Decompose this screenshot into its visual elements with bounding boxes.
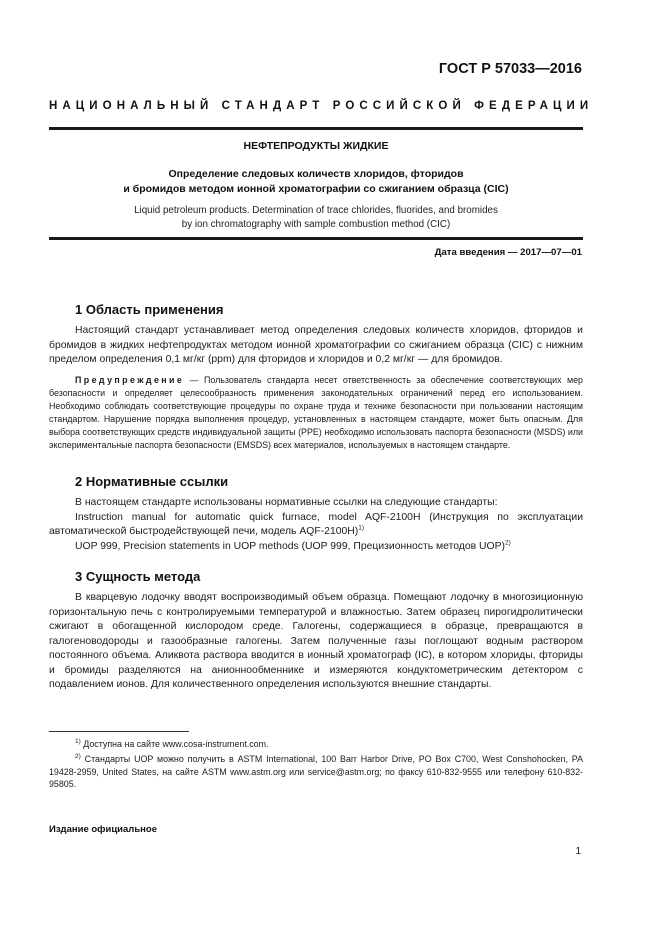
document-title: НЕФТЕПРОДУКТЫ ЖИДКИЕ — [243, 140, 389, 152]
subtitle-line-2: и бромидов методом ионной хроматографии со сжиганием образца (CIC) — [123, 183, 509, 195]
warning-paragraph — [49, 374, 583, 452]
reference-2-footnote-mark: 2) — [505, 539, 511, 547]
warning-lead: Предупреждение — [75, 375, 185, 385]
warning-text: — Пользователь стандарта несет ответственность за обеспечение соответствующих мер безопасности и определяет целесообразность применения законодательных ограничений перед его использованием. Необходимо соблюдать соответствующие процедуры по охране труда и технике безопасности при пользовании настоящим стандартом. Нарушение порядка выполнения процедур, установленных в настоящем стандарте, может быть опасным. Для выбора соответствующих средств индивидуальной защиты (PPE) необходимо использовать паспорта безопасности (MSDS) или экспериментальные паспорта безопасности (EMSDS) всех материалов, используемых в настоящем стандарте. — [49, 375, 583, 450]
footnote-1-mark: 1) — [75, 738, 81, 746]
english-title — [49, 204, 583, 232]
reference-2-text: UOP 999, Precision statements in UOP methods (UOP 999, Прецизионность методов UOP) — [75, 540, 506, 552]
section-3-heading: 3 Сущность метода — [75, 569, 201, 584]
national-standard-heading: НАЦИОНАЛЬНЫЙ СТАНДАРТ РОССИЙСКОЙ ФЕДЕРАЦИИ — [49, 100, 594, 112]
document-subtitle — [49, 167, 583, 197]
section-1-heading: 1 Область применения — [75, 302, 224, 317]
reference-1-text: Instruction manual for automatic quick furnace, model AQF-2100H (Инструкция по эксплуатации автоматической быстродействующей печи, модель AQF-2100H) — [49, 511, 583, 537]
footnote-1-text: Доступна на сайте www.cosa-instrument.com. — [80, 739, 269, 749]
footnote-1 — [49, 738, 583, 751]
section-2-intro: В настоящем стандарте использованы нормативные ссылки на следующие стандарты: — [75, 497, 498, 508]
english-title-line-2: by ion chromatography with sample combustion method (CIC) — [181, 219, 451, 230]
section-2-heading: 2 Нормативные ссылки — [75, 474, 229, 489]
section-2-body — [49, 496, 583, 554]
official-edition-label: Издание официальное — [49, 824, 157, 835]
top-divider — [49, 127, 583, 130]
reference-2 — [49, 540, 583, 555]
footnote-divider — [49, 731, 189, 732]
page-number: 1 — [575, 846, 581, 857]
introduction-date: Дата введения — 2017—07—01 — [434, 247, 582, 258]
footnote-2 — [49, 753, 583, 791]
reference-1 — [49, 511, 583, 540]
section-3-paragraph: В кварцевую лодочку вводят воспроизводимый объем образца. Помещают лодочку в многозиционную горизонтальную печь с контролируемыми температурой и влажностью. Затем образец пирогидролитически сжигают в обогащенной кислородом среде. Галогены, содержащиеся в образце, превращаются в галогеноводороды и газообразные галогены. Затем полученные газы поглощают водным раствором постоянного объема. Аликвота раствора вводится в ионный хроматограф (IC), в котором хлориды, фториды и бромиды разделяются на анионнообменнике и измеряются кондуктометрическим детектором с подавлением ионов. Для количественного определения используются внешние стандарты. — [49, 592, 583, 690]
footnote-2-mark: 2) — [75, 753, 81, 761]
standard-number: ГОСТ Р 57033—2016 — [438, 61, 582, 77]
section-1-paragraph: Настоящий стандарт устанавливает метод определения следовых количеств хлоридов, фторидов и бромидов в жидких нефтепродуктах методом ионной хроматографии со сжиганием образца (CIC) с нижним пределом определения 0,1 мг/кг (ppm) для фторидов и хлоридов и 0,2 мг/кг — для бромидов. — [49, 325, 583, 365]
title-divider — [49, 237, 583, 240]
footnote-2-text: Стандарты UOP можно получить в ASTM International, 100 Barr Harbor Drive, PO Box C700, West Conshohocken, PA 19428-2959, United States, на сайте ASTM www.astm.org или service@astm.org; по факсу 610-832-9555 или телефону 610-832-95805. — [49, 754, 583, 789]
subtitle-line-1: Определение следовых количеств хлоридов, фторидов — [168, 168, 464, 180]
english-title-line-1: Liquid petroleum products. Determination of trace chlorides, fluorides, and bromides — [134, 205, 498, 216]
reference-1-footnote-mark: 1) — [358, 524, 365, 532]
